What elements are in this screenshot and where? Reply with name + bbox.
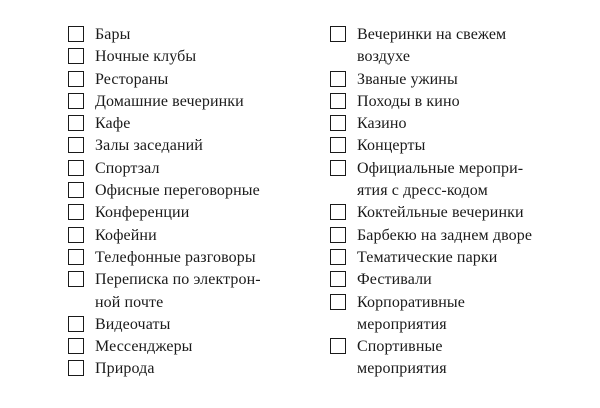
label-line: Вечеринки на свежем: [357, 26, 507, 43]
checkbox[interactable]: [68, 115, 84, 131]
checklist-item[interactable]: [68, 314, 318, 336]
checklist-item-label: [357, 69, 458, 91]
checkbox[interactable]: [330, 249, 346, 265]
checkbox[interactable]: [68, 26, 84, 42]
label-line: Концерты: [357, 137, 426, 155]
checkbox[interactable]: [330, 137, 346, 153]
checkbox[interactable]: [330, 294, 346, 310]
label-line: Званые ужины: [357, 70, 458, 88]
checklist-item-label: [95, 69, 168, 91]
checklist-item[interactable]: [68, 158, 318, 180]
checkbox[interactable]: [68, 137, 84, 153]
checklist-item[interactable]: [330, 24, 590, 69]
checkbox[interactable]: [68, 182, 84, 198]
checklist-item-label: [95, 24, 130, 46]
checklist-item[interactable]: [330, 336, 590, 381]
label-line: Офисные переговорные: [95, 182, 260, 200]
label-line: Спортивные: [357, 338, 443, 356]
label-line: Бары: [95, 26, 131, 43]
checklist-item[interactable]: [68, 358, 318, 380]
checkbox[interactable]: [68, 48, 84, 64]
checkbox[interactable]: [68, 360, 84, 376]
checklist-item-label: [357, 158, 523, 203]
label-line: Коктейльные вечеринки: [357, 204, 524, 222]
checklist-item[interactable]: [68, 247, 318, 269]
checkbox[interactable]: [68, 338, 84, 354]
label-line: мероприятия: [357, 315, 447, 333]
label-line: Фестивали: [357, 271, 432, 289]
checklist-item-label: [357, 292, 465, 337]
checklist-left-column: [68, 24, 318, 381]
checklist-item-label: [95, 135, 203, 157]
checkbox[interactable]: [68, 227, 84, 243]
checkbox[interactable]: [330, 93, 346, 109]
label-line: Корпоративные: [357, 293, 465, 311]
checklist-item[interactable]: [330, 202, 590, 224]
checklist-item[interactable]: [330, 135, 590, 157]
checklist-item-label: [95, 314, 170, 336]
checklist-item-label: [357, 336, 447, 381]
checklist-item[interactable]: [68, 202, 318, 224]
checklist-item[interactable]: [68, 113, 318, 135]
checklist-item[interactable]: [330, 292, 590, 337]
label-line: Кафе: [95, 115, 131, 133]
checkbox[interactable]: [330, 227, 346, 243]
checklist-item[interactable]: [68, 135, 318, 157]
label-line: Казино: [357, 115, 407, 133]
checklist-item[interactable]: [68, 180, 318, 202]
label-line: Официальные меропри-: [357, 159, 524, 177]
checklist-item-label: [357, 91, 460, 113]
checkbox[interactable]: [330, 71, 346, 87]
checkbox[interactable]: [330, 115, 346, 131]
label-line: Кофейни: [95, 226, 157, 244]
checklist-item[interactable]: [68, 24, 318, 46]
checkbox[interactable]: [330, 160, 346, 176]
checkbox[interactable]: [330, 204, 346, 220]
checklist-item-label: [95, 158, 160, 180]
checklist-item[interactable]: [68, 91, 318, 113]
label-line: Походы в кино: [357, 92, 460, 110]
label-line: Видеочаты: [95, 315, 171, 333]
checklist-item-label: [95, 269, 261, 314]
checklist-item[interactable]: [330, 91, 590, 113]
checklist-item-label: [95, 358, 155, 380]
checklist-item-label: [357, 247, 497, 269]
checklist-item-label: [95, 91, 244, 113]
checklist-item[interactable]: [330, 225, 590, 247]
checklist-item-label: [95, 336, 193, 358]
checklist-item-label: [95, 46, 196, 68]
checklist-item-label: [357, 24, 506, 69]
checklist-item[interactable]: [330, 158, 590, 203]
checklist-item[interactable]: [330, 69, 590, 91]
label-line: Рестораны: [95, 70, 169, 88]
label-line: воздухе: [357, 48, 411, 66]
checklist-item[interactable]: [68, 336, 318, 358]
checklist-item[interactable]: [330, 269, 590, 291]
checklist-item-label: [357, 225, 532, 247]
label-line: Мессенджеры: [95, 338, 193, 356]
label-line: Барбекю на заднем дворе: [357, 226, 533, 244]
checklist-item-label: [95, 225, 157, 247]
checklist-item[interactable]: [68, 269, 318, 314]
label-line: Природа: [95, 360, 155, 378]
checklist-item-label: [357, 269, 432, 291]
label-line: Конференции: [95, 204, 190, 222]
checklist-item[interactable]: [68, 46, 318, 68]
checklist-item[interactable]: [68, 69, 318, 91]
checklist-item-label: [357, 135, 425, 157]
label-line: Домашние вечеринки: [95, 92, 244, 110]
checkbox[interactable]: [68, 316, 84, 332]
checkbox[interactable]: [330, 26, 346, 42]
checkbox[interactable]: [68, 271, 84, 287]
checklist-item-label: [357, 113, 407, 135]
label-line: Залы заседаний: [95, 137, 203, 155]
checklist-item-label: [95, 180, 260, 202]
checkbox[interactable]: [68, 93, 84, 109]
label-line: мероприятия: [357, 360, 447, 378]
label-line: Ночные клубы: [95, 48, 197, 66]
label-line: Переписка по электрон-: [95, 271, 261, 289]
checklist-item-label: [95, 247, 256, 269]
checklist-item[interactable]: [68, 225, 318, 247]
checklist-right-column: [330, 24, 590, 381]
checklist-item-label: [357, 202, 524, 224]
checklist-item-label: [95, 202, 189, 224]
label-line: ятия с дресс-кодом: [357, 182, 488, 200]
checklist-item[interactable]: [330, 113, 590, 135]
label-line: Тематические парки: [357, 248, 498, 266]
checklist-item[interactable]: [330, 247, 590, 269]
label-line: Спортзал: [95, 159, 160, 177]
checkbox[interactable]: [68, 249, 84, 265]
checklist-item-label: [95, 113, 130, 135]
label-line: Телефонные разговоры: [95, 248, 256, 266]
checkbox[interactable]: [68, 71, 84, 87]
checkbox[interactable]: [68, 204, 84, 220]
checkbox[interactable]: [330, 271, 346, 287]
checkbox[interactable]: [330, 338, 346, 354]
label-line: ной почте: [95, 293, 164, 311]
checkbox[interactable]: [68, 160, 84, 176]
